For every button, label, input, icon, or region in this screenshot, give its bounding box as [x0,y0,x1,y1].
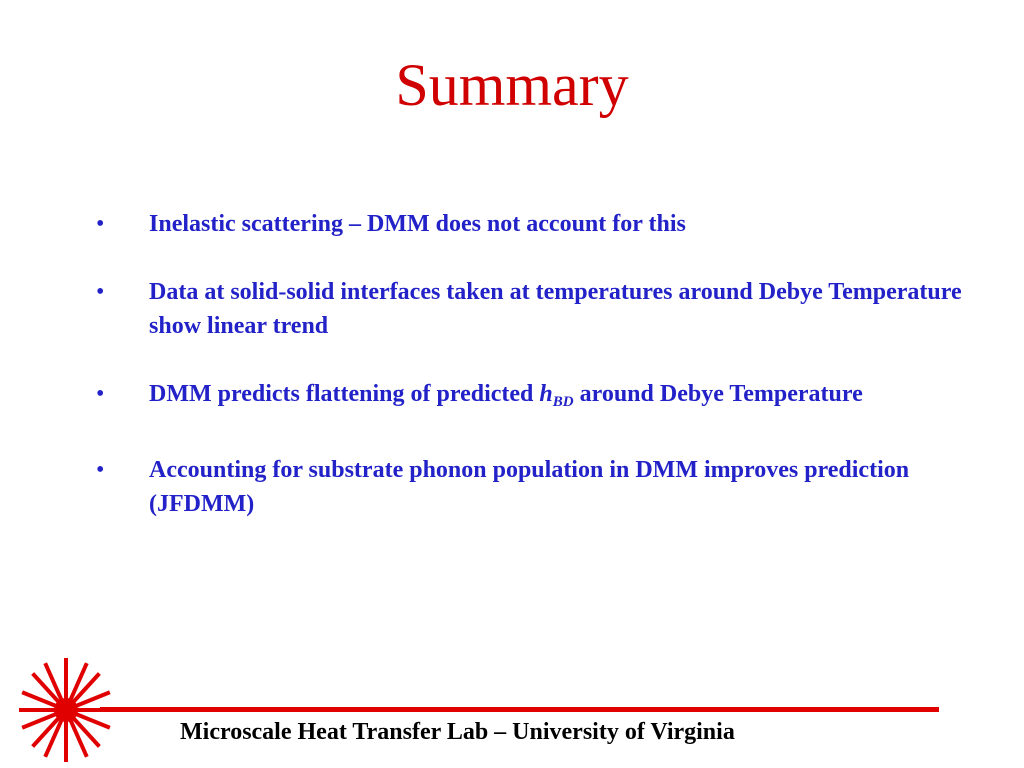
subscript-bd: BD [552,394,574,410]
bullet-text: Data at solid-solid interfaces taken at temperatures around Debye Temperature show linear trend [149,279,962,339]
bullet-text: Inelastic scattering – DMM does not account for this [149,211,686,237]
footer-text: Microscale Heat Transfer Lab – University of Virginia [180,719,735,745]
bullet-list [96,207,976,555]
bullet-marker: • [96,457,105,483]
bullet-item-inelastic-scattering [96,207,976,241]
bullet-text: Accounting for substrate phonon population in DMM improves prediction (JFDMM) [149,457,910,517]
bullet-text-after: around Debye Temperature [573,381,863,407]
slide-title: Summary [395,52,629,118]
bullet-marker: • [96,381,105,407]
bullet-marker: • [96,211,105,237]
bullet-item-solid-solid-data [96,275,976,343]
bullet-item-dmm-flattening [96,377,976,419]
variable-h: h [539,381,553,407]
bullet-text-before: DMM predicts flattening of predicted [149,381,540,407]
footer-divider [100,707,939,712]
bullet-item-substrate-phonon [96,453,976,521]
bullet-marker: • [96,279,105,305]
